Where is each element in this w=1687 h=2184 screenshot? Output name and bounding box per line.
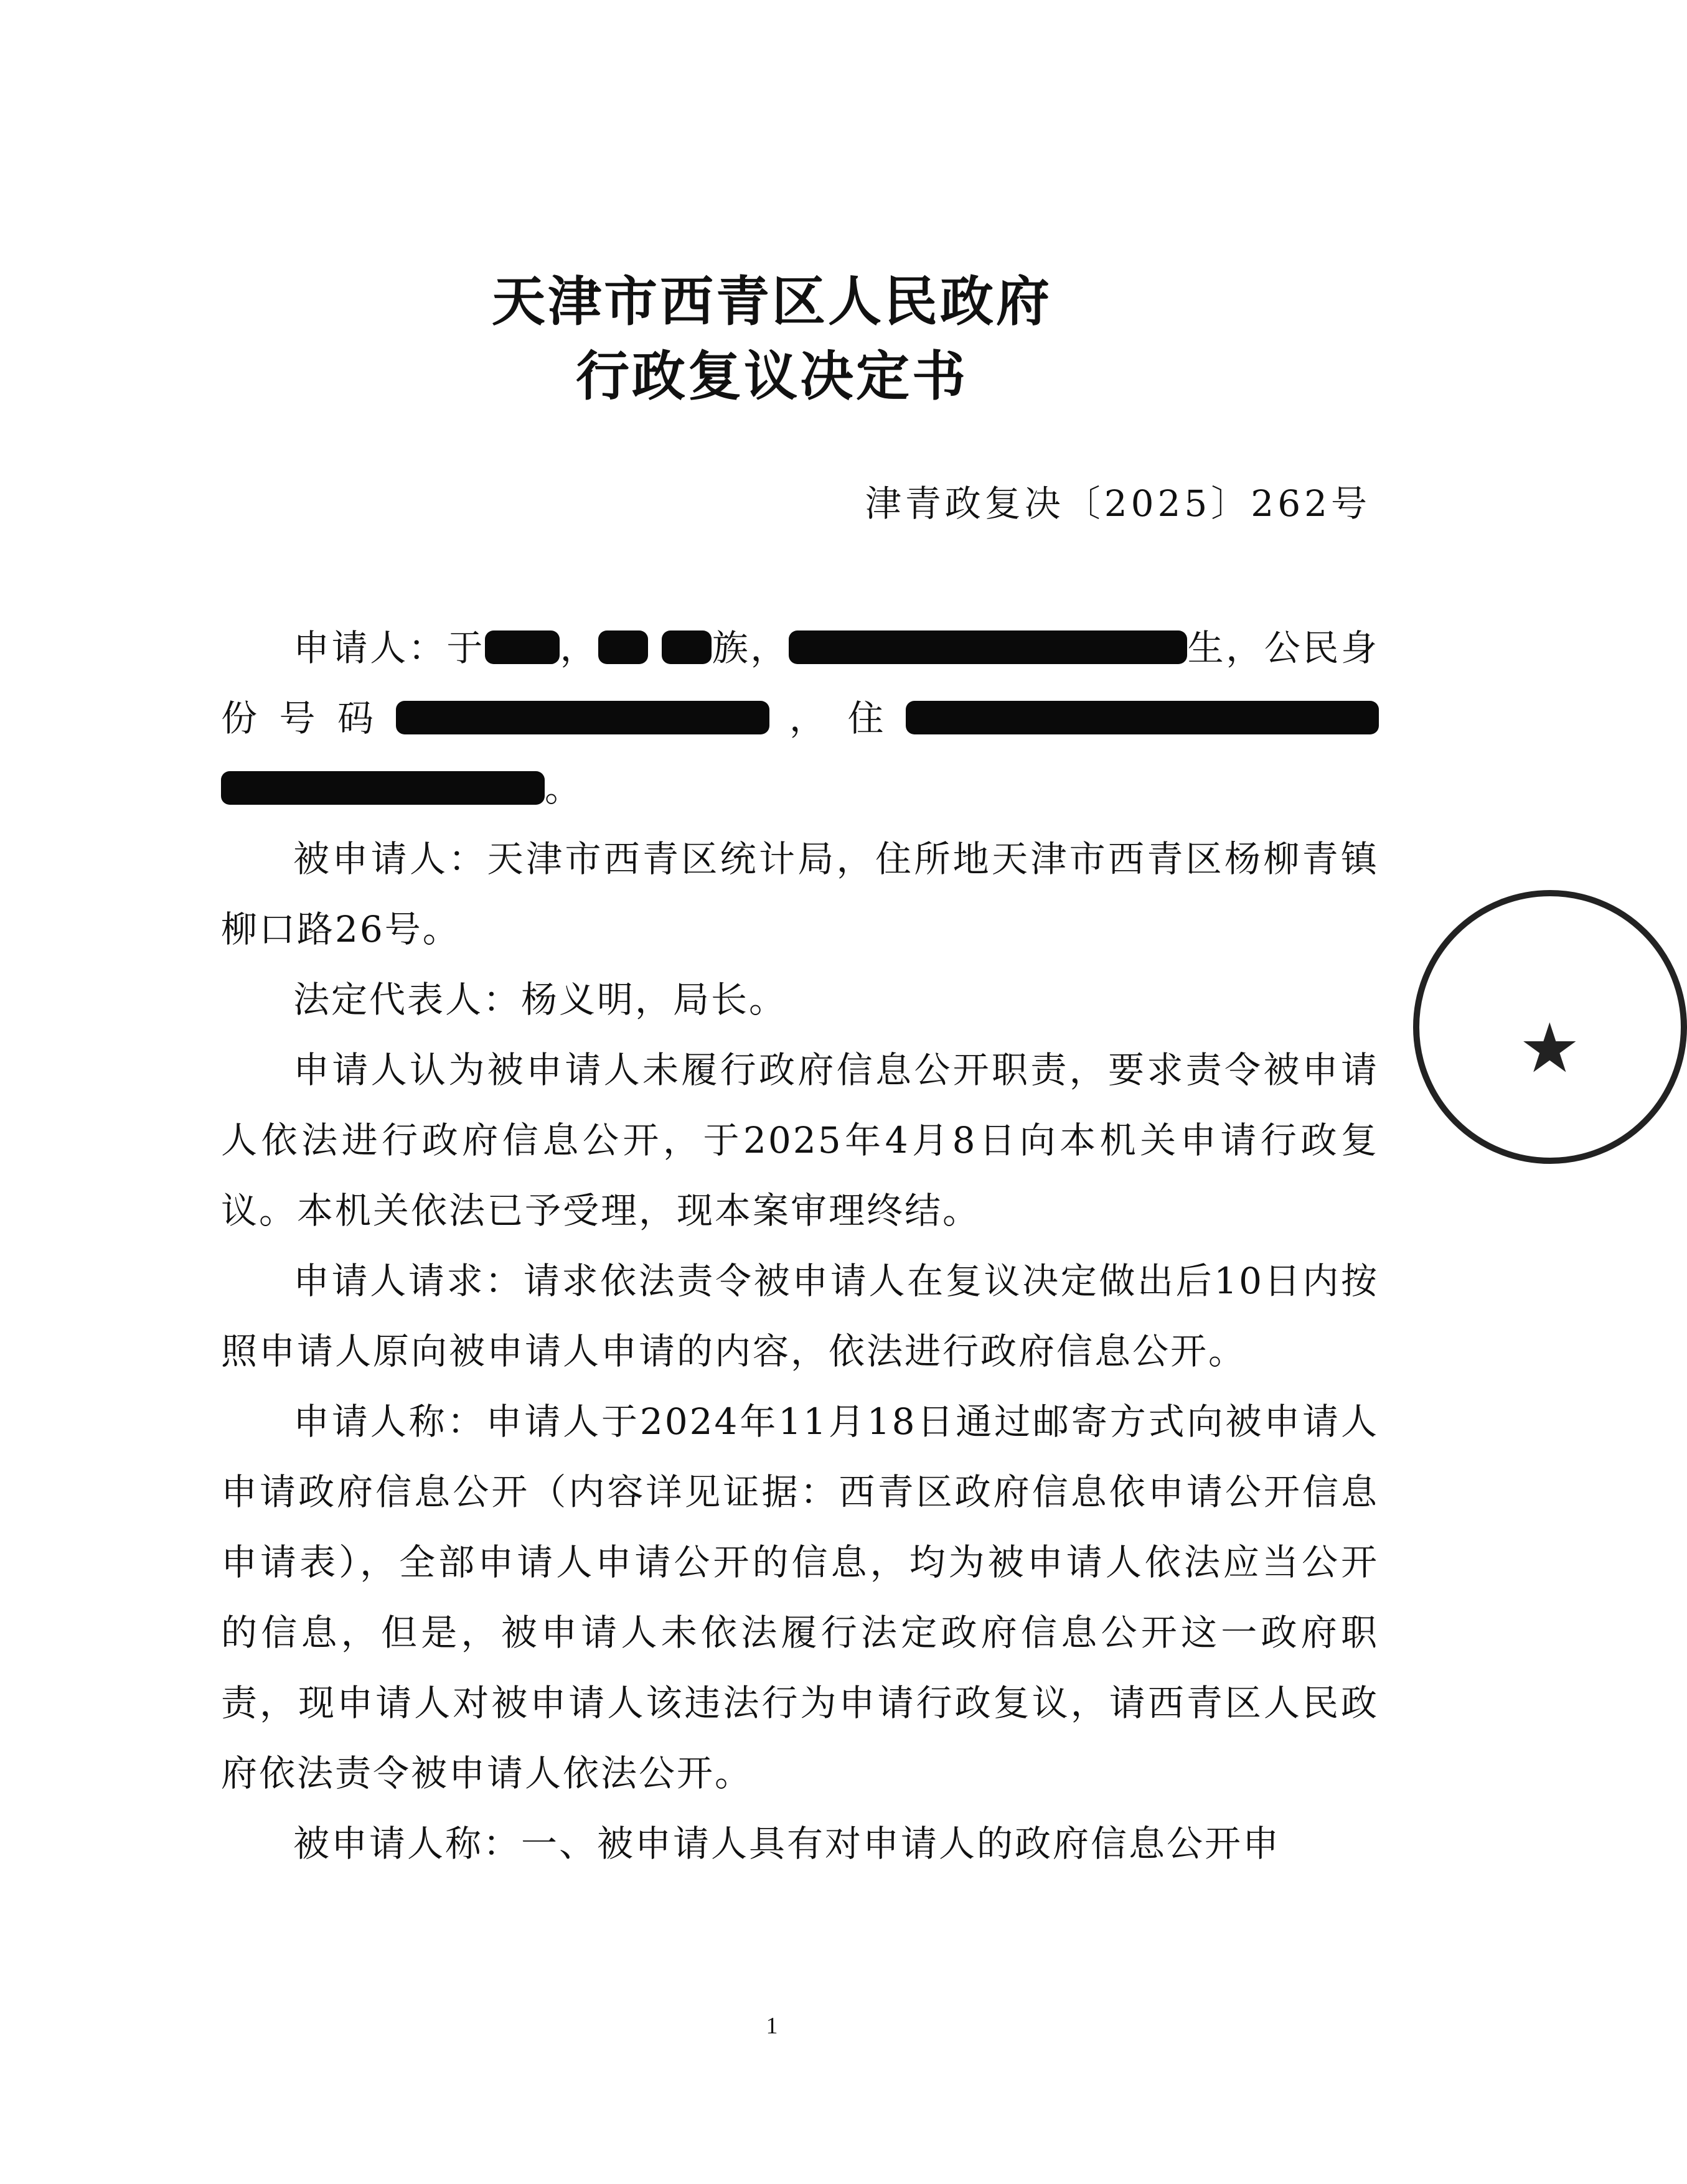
respondent-statement-paragraph: 被申请人称：一、被申请人具有对申请人的政府信息公开申 xyxy=(293,1822,1281,1865)
page-number: 1 xyxy=(766,2013,778,2039)
redaction-block xyxy=(662,630,712,664)
redaction-block xyxy=(789,630,1187,664)
applicant-paragraph: 申请人：于 ， 族， 生，公民身份号码 ，住。 xyxy=(221,627,1379,810)
redaction-block xyxy=(396,701,769,734)
document-title-line1: 天津市西青区人民政府 xyxy=(492,270,1052,333)
document-title-line2: 行政复议决定书 xyxy=(576,345,968,408)
document-body xyxy=(221,613,1379,1879)
legal-representative-paragraph: 法定代表人：杨义明，局长。 xyxy=(293,978,787,1021)
redaction-block xyxy=(221,771,545,805)
redaction-block xyxy=(485,630,560,664)
redaction-block xyxy=(598,630,648,664)
applicant-statement-paragraph: 申请人称：申请人于2024年11月18日通过邮寄方式向被申请人申请政府信息公开（内容详见证据：西青区政府信息依申请公开信息申请表），全部申请人申请公开的信息，均为被申请人依法应当公开的信息，但是，被申请人未依法履行法定政府信息公开这一政府职责，现申请人对被申请人该违法行为申请行政复议，请西青区人民政府依法责令被申请人依法公开。 xyxy=(221,1400,1379,1794)
respondent-paragraph: 被申请人：天津市西青区统计局，住所地天津市西青区杨柳青镇柳口路26号。 xyxy=(221,838,1379,950)
redaction-block xyxy=(906,701,1379,734)
case-summary-paragraph: 申请人认为被申请人未履行政府信息公开职责，要求责令被申请人依法进行政府信息公开，于2025年4月8日向本机关申请行政复议。本机关依法已予受理，现本案审理终结。 xyxy=(221,1049,1379,1232)
document-number: 津青政复决〔2025〕262号 xyxy=(865,482,1371,525)
seal-star-icon: ★ xyxy=(1519,1008,1581,1088)
applicant-request-paragraph: 申请人请求：请求依法责令被申请人在复议决定做出后10日内按照申请人原向被申请人申请的内容，依法进行政府信息公开。 xyxy=(221,1260,1379,1372)
